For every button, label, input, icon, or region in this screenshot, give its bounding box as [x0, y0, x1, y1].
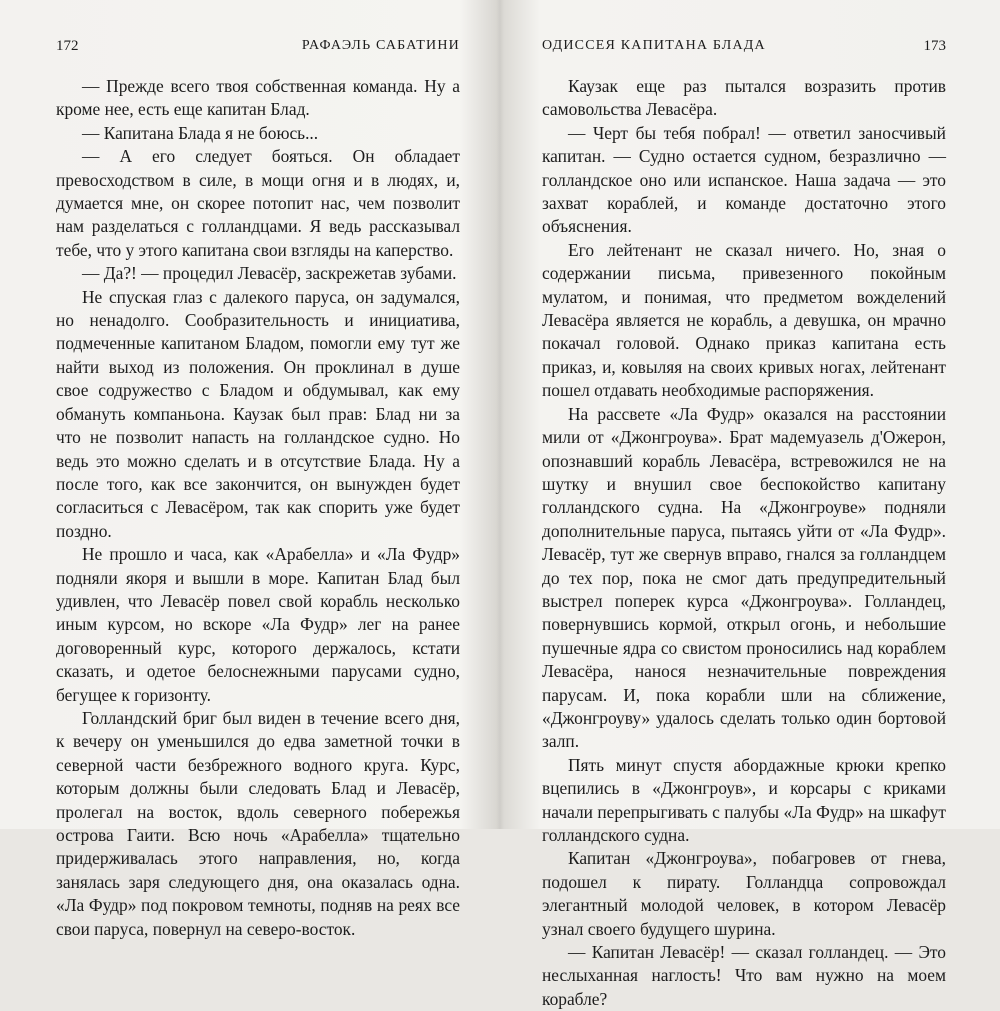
right-header: [542, 38, 946, 60]
left-running-head: РАФАЭЛЬ САБАТИНИ: [301, 38, 460, 53]
left-page-text: [56, 75, 460, 941]
paragraph: — Черт бы тебя побрал! — ответил заносчивый капитан. — Судно остается судном, безразлично — голландское оно или испанское. Наша задача — это захват кораблей, и команде достаточно этого объяснения.: [542, 122, 946, 237]
paragraph: Пять минут спустя абордажные крюки крепко вцепились в «Джонгроув», и корсары с криками начали перепрыгивать с палубы «Ла Фудр» на шкафут голландского судна.: [542, 754, 946, 845]
paragraph: — Да?! — процедил Левасёр, заскрежетав зубами.: [82, 263, 457, 284]
paragraph: Не спуская глаз с далекого паруса, он задумался, но ненадолго. Сообразительность и инициатива, подмеченные капитаном Бладом, помогли ему тут же найти выход из положения. Он проклинал в душе свое содружество с Бладом и обдумывал, как ему обмануть компаньона. Каузак был прав: Блад ни за что не позволит напасть на голландское судно. Но ведь это можно сделать и в отсутствие Блада. Ну а после того, как все закончится, он вынужден будет согласиться с Левасёром, так как спорить уже будет поздно.: [56, 286, 460, 541]
paragraph: Не прошло и часа, как «Арабелла» и «Ла Фудр» подняли якоря и вышли в море. Капитан Блад был удивлен, что Левасёр повел свой корабль несколько иным курсом, но вскоре «Ла Фудр» лег на ранее договоренный курс, которого держалось, кстати сказать, и одетое белоснежными парусами судно, бегущее к горизонту.: [56, 544, 460, 705]
paragraph: Капитан «Джонгроува», побагровев от гнева, подошел к пирату. Голландца сопровождал элегантный молодой человек, в котором Левасёр узнал своего будущего шурина.: [542, 848, 946, 939]
paragraph: — Прежде всего твоя собственная команда. Ну а кроме нее, есть еще капитан Блад.: [56, 76, 460, 120]
paragraph: — А его следует бояться. Он обладает превосходством в силе, в мощи огня и в людях, и, думается мне, он скорее потопит нас, чем позволит нам разделаться с голландцами. Я ведь рассказывал тебе, что у этого капитана свои взгляды на каперство.: [56, 146, 460, 260]
left-page: [0, 0, 500, 939]
paragraph: Его лейтенант не сказал ничего. Но, зная о содержании письма, привезенного покойным мулатом, и понимая, что предметом вожделений Левасёра является не корабль, а девушка, он мрачно покачал головой. Однако приказ капитана есть приказ, и, ковыляя на своих кривых ногах, лейтенант пошел отдавать необходимые распоряжения.: [542, 239, 946, 401]
right-page: [500, 0, 1000, 1009]
left-page-number: 172: [56, 38, 79, 54]
left-header: [56, 38, 460, 60]
paragraph: Каузак еще раз пытался возразить против самовольства Левасёра.: [542, 76, 946, 120]
right-running-head: ОДИССЕЯ КАПИТАНА БЛАДА: [542, 38, 766, 53]
paragraph: — Капитана Блада я не боюсь...: [82, 122, 319, 143]
right-page-number: 173: [923, 38, 946, 54]
paragraph: На рассвете «Ла Фудр» оказался на расстоянии мили от «Джонгроува». Брат мадемуазель д'Ожерон, опознавший корабль Левасёра, встревожился не на шутку и внушил свое беспокойство капитану голландского судна. На «Джонгроуве» подняли дополнительные паруса, пытаясь уйти от «Ла Фудр». Левасёр, тут же свернув вправо, гнался за голландцем до тех пор, пока не смог дать предупредительный выстрел поперек курса «Джонгроува». Голландец, повернувшись кормой, открыл огонь, и небольшие пушечные ядра со свистом проносились над кораблем Левасёра, нанося незначительные повреждения парусам. И, пока корабли шли на сближение, «Джонгроуву» удалось сделать только один бортовой залп.: [542, 403, 946, 752]
paragraph: — Капитан Левасёр! — сказал голландец. — Это неслыханная наглость! Что вам нужно на моем корабле?: [542, 942, 946, 1009]
right-page-text: [542, 75, 946, 1011]
paragraph: Голландский бриг был виден в течение всего дня, к вечеру он уменьшился до едва заметной точки в северной части безбрежного водного круга. Курс, которым должны были следовать Блад и Левасёр, пролегал на восток, вдоль северного побережья острова Гаити. Всю ночь «Арабелла» тщательно придерживалась этого направления, но, когда занялась заря следующего дня, она оказалась одна. «Ла Фудр» под покровом темноты, подняв на реях все свои паруса, повернул на северо-восток.: [56, 707, 460, 939]
